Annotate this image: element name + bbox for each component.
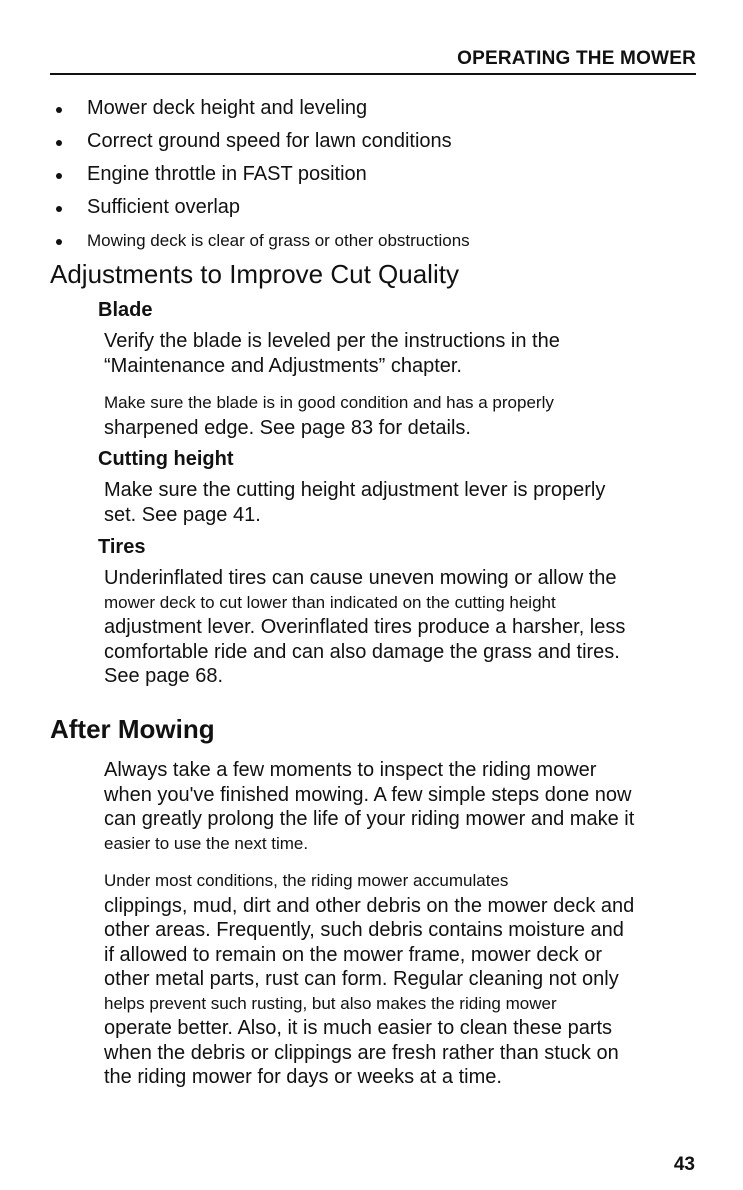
paragraph-after-mowing-intro: Always take a few moments to inspect the riding mower when you've finished mowing. A few simple steps done now can greatly prolong the life of your riding mower and make it easier to use the next time. bbox=[104, 759, 635, 853]
subheading-cutting-height: Cutting height bbox=[98, 448, 234, 470]
section-heading-after-mowing: After Mowing bbox=[50, 714, 215, 744]
paragraph-blade-level: Verify the blade is leveled per the instructions in the “Maintenance and Adjustments” chapter. bbox=[104, 330, 560, 377]
subheading-blade: Blade bbox=[98, 299, 153, 321]
paragraph-blade-condition: Make sure the blade is in good condition and has a properly sharpened edge. See page 83 for details. bbox=[104, 393, 554, 439]
bullet-icon bbox=[56, 107, 62, 113]
section-heading-adjustments: Adjustments to Improve Cut Quality bbox=[50, 259, 459, 289]
paragraph-cutting-height: Make sure the cutting height adjustment lever is properly set. See page 41. bbox=[104, 479, 606, 526]
subheading-tires: Tires bbox=[98, 536, 146, 558]
paragraph-tires: Underinflated tires can cause uneven mowing or allow the mower deck to cut lower than indicated on the cutting height adjustment lever. Overinflated tires produce a harsher, less comfortable ride and can also damage the grass and tires. See page 68. bbox=[104, 567, 626, 687]
list-item: Correct ground speed for lawn conditions bbox=[50, 125, 700, 158]
list-item: Engine throttle in FAST position bbox=[50, 158, 700, 191]
paragraph-after-mowing-cleaning: Under most conditions, the riding mower accumulates clippings, mud, dirt and other debris on the mower deck and other areas. Frequently, such debris contains moisture and if allowed to remain on the mower frame, mower deck or other metal parts, rust can form. Regular cleaning not only helps prevent such rusting, but also makes the riding mower operate better. Also, it is much easier to clean these parts when the debris or clippings are fresh rather than stuck on the riding mower for days or weeks at a time. bbox=[104, 871, 635, 1088]
bullet-icon bbox=[56, 173, 62, 179]
list-item: Sufficient overlap bbox=[50, 191, 700, 224]
bullet-icon bbox=[56, 206, 62, 212]
bullet-icon bbox=[56, 239, 62, 245]
list-item: Mower deck height and leveling bbox=[50, 92, 700, 125]
running-header bbox=[50, 48, 696, 75]
page-number: 43 bbox=[673, 1154, 695, 1175]
running-header-title: OPERATING THE MOWER bbox=[457, 48, 696, 69]
checklist bbox=[50, 92, 700, 257]
list-item: Mowing deck is clear of grass or other obstructions bbox=[50, 224, 700, 257]
bullet-icon bbox=[56, 140, 62, 146]
